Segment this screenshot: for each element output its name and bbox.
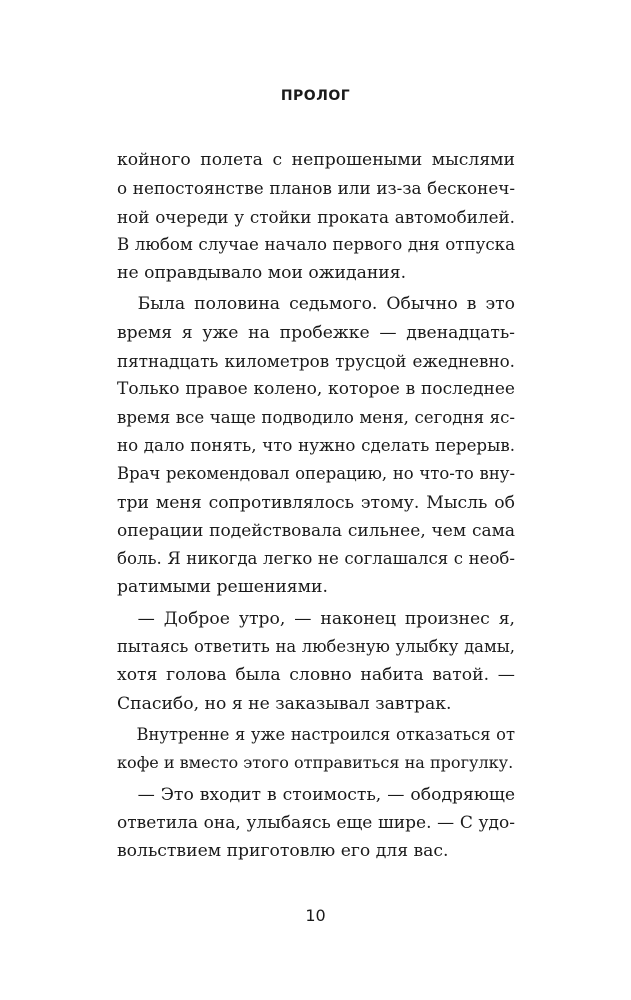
- text-line: операции подействовала сильнее, чем сама: [117, 520, 515, 541]
- paragraph: [117, 605, 515, 718]
- text-line: время все чаще подводило меня, сегодня яс-: [117, 407, 515, 427]
- running-head: ПРОЛОГ: [280, 88, 351, 104]
- text-line: кофе и вместо этого отправиться на прогулку.: [117, 753, 514, 773]
- paragraph: [117, 290, 515, 601]
- text-line: пытаясь ответить на любезную улыбку дамы,: [117, 637, 515, 657]
- paragraph: [117, 721, 515, 778]
- text-line: Внутренне я уже настроился отказаться от: [136, 724, 515, 744]
- text-line: — Доброе утро, — наконец произнес я,: [137, 608, 515, 629]
- text-line: — Это входит в стоимость, — ободряюще: [137, 784, 515, 805]
- paragraph: [117, 146, 515, 287]
- text-line: не оправдывало мои ожидания.: [117, 263, 407, 284]
- text-line: койного полета с непрошеными мыслями: [117, 150, 515, 170]
- text-line: ответила она, улыбаясь еще шире. — С удо-: [117, 812, 515, 833]
- text-line: о непостоянстве планов или из-за бесконеч-: [117, 178, 515, 199]
- page-number: 10: [305, 906, 326, 925]
- body-text: [117, 146, 515, 865]
- text-line: Врач рекомендовал операцию, но что-то вну-: [117, 464, 515, 484]
- text-line: В любом случае начало первого дня отпуска: [117, 234, 515, 254]
- text-line: боль. Я никогда легко не соглашался с необ-: [117, 549, 515, 569]
- text-line: пятнадцать километров трусцой ежедневно.: [117, 351, 515, 372]
- text-line: Спасибо, но я не заказывал завтрак.: [117, 693, 452, 714]
- text-line: но дало понять, что нужно сделать перерыв.: [117, 435, 515, 455]
- paragraph: [117, 781, 515, 866]
- text-line: ной очереди у стойки проката автомобилей.: [117, 206, 515, 227]
- text-line: вольствием приготовлю его для вас.: [117, 841, 449, 862]
- text-line: ратимыми решениями.: [117, 577, 328, 598]
- text-line: Была половина седьмого. Обычно в это: [137, 294, 515, 315]
- text-line: Только правое колено, которое в последнее: [117, 379, 515, 400]
- text-line: три меня сопротивлялось этому. Мысль об: [117, 492, 515, 513]
- text-line: время я уже на пробежке — двенадцать-: [117, 322, 515, 343]
- text-line: хотя голова была словно набита ватой. —: [117, 665, 515, 686]
